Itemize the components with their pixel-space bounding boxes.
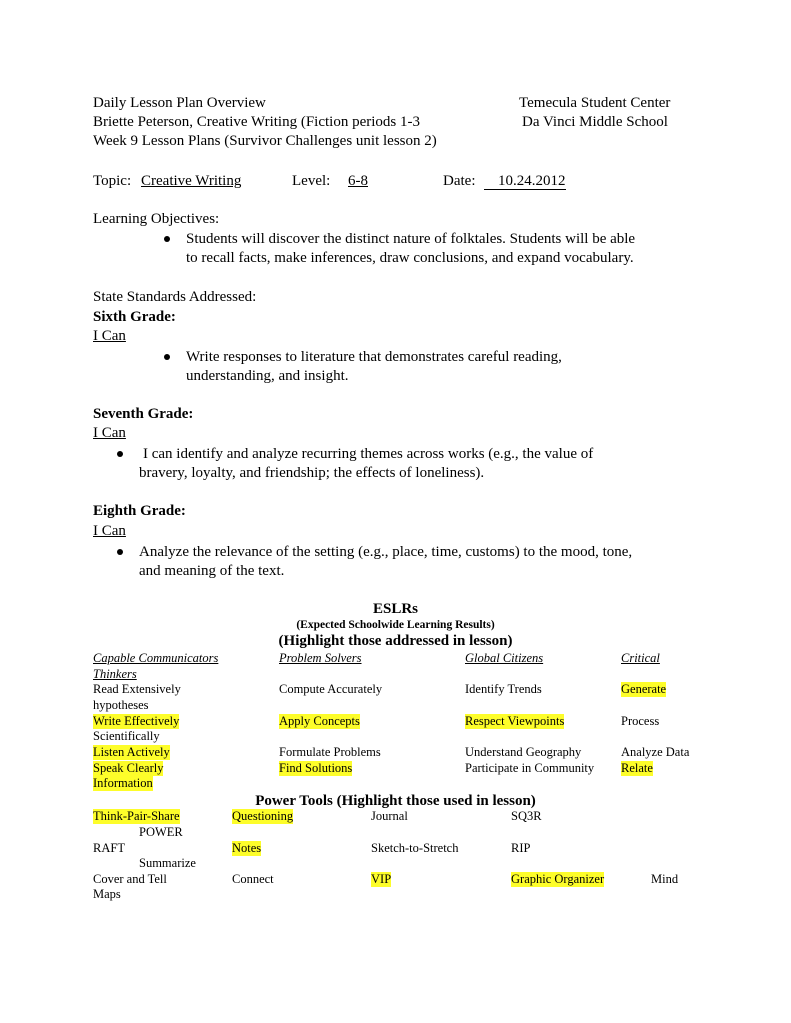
eighth-line-2: and meaning of the text. bbox=[139, 563, 285, 579]
eslrs-title: ESLRs bbox=[372, 601, 419, 617]
standards-heading: State Standards Addressed: bbox=[93, 289, 257, 305]
date-field bbox=[484, 172, 566, 190]
tool-graphic-organizer: Graphic Organizer bbox=[511, 872, 605, 886]
eslrs-col-thinkers: Thinkers bbox=[93, 667, 137, 681]
seventh-line-2: bravery, loyalty, and friendship; the effects of loneliness). bbox=[139, 465, 485, 481]
doc-title: Daily Lesson Plan Overview bbox=[93, 95, 266, 111]
level-value: 6-8 bbox=[348, 173, 368, 189]
eslr-apply-concepts: Apply Concepts bbox=[279, 714, 360, 728]
tool-sketch-to-stretch: Sketch-to-Stretch bbox=[371, 841, 459, 855]
school-center: Temecula Student Center bbox=[519, 95, 671, 111]
eslr-listen-actively: Listen Actively bbox=[93, 745, 170, 759]
eslr-generate: Generate bbox=[621, 682, 667, 696]
sixth-line-2: understanding, and insight. bbox=[186, 368, 349, 384]
tool-power: POWER bbox=[139, 825, 183, 839]
eslr-formulate-problems: Formulate Problems bbox=[279, 745, 381, 759]
sixth-grade-heading: Sixth Grade: bbox=[93, 309, 176, 325]
tool-connect: Connect bbox=[232, 872, 274, 886]
bullet-icon bbox=[164, 236, 170, 242]
eslr-participate-community: Participate in Community bbox=[465, 761, 595, 775]
eslrs-col-problem-solvers: Problem Solvers bbox=[279, 651, 362, 665]
tool-vip: VIP bbox=[371, 872, 392, 886]
seventh-ican: I Can bbox=[93, 425, 126, 441]
eslr-relate: Relate bbox=[621, 761, 653, 775]
objective-line-2: to recall facts, make inferences, draw conclusions, and expand vocabulary. bbox=[186, 250, 634, 266]
sixth-ican: I Can bbox=[93, 328, 126, 344]
sixth-line-1: Write responses to literature that demonstrates careful reading, bbox=[186, 349, 562, 365]
seventh-line-1: I can identify and analyze recurring themes across works (e.g., the value of bbox=[143, 446, 594, 462]
week-label: Week 9 Lesson Plans (Survivor Challenges unit lesson 2) bbox=[93, 133, 437, 149]
tool-journal: Journal bbox=[371, 809, 408, 823]
objectives-heading: Learning Objectives: bbox=[93, 211, 220, 227]
topic-label: Topic: bbox=[93, 173, 132, 189]
eslr-process: Process bbox=[621, 714, 660, 728]
tool-maps: Maps bbox=[93, 887, 121, 901]
eslr-read-extensively: Read Extensively bbox=[93, 682, 181, 696]
teacher-course: Briette Peterson, Creative Writing (Fiction periods 1-3 bbox=[93, 114, 420, 130]
tool-sq3r: SQ3R bbox=[511, 809, 542, 823]
eighth-line-1: Analyze the relevance of the setting (e.g., place, time, customs) to the mood, tone, bbox=[139, 544, 633, 560]
eslrs-col-communicators: Capable Communicators bbox=[93, 651, 219, 665]
school-name: Da Vinci Middle School bbox=[522, 114, 668, 130]
eslr-analyze-data: Analyze Data bbox=[621, 745, 690, 759]
eslr-respect-viewpoints: Respect Viewpoints bbox=[465, 714, 565, 728]
tool-rip: RIP bbox=[511, 841, 531, 855]
topic-value: Creative Writing bbox=[141, 173, 242, 189]
eslr-write-effectively: Write Effectively bbox=[93, 714, 180, 728]
bullet-icon bbox=[164, 354, 170, 360]
eslr-speak-clearly: Speak Clearly bbox=[93, 761, 164, 775]
level-label: Level: bbox=[292, 173, 331, 189]
tool-cover-and-tell: Cover and Tell bbox=[93, 872, 167, 886]
eighth-ican: I Can bbox=[93, 523, 126, 539]
objective-line-1: Students will discover the distinct nature of folktales. Students will be able bbox=[186, 231, 636, 247]
eslr-compute-accurately: Compute Accurately bbox=[279, 682, 383, 696]
tool-raft: RAFT bbox=[93, 841, 125, 855]
bullet-icon bbox=[117, 451, 123, 457]
seventh-grade-heading: Seventh Grade: bbox=[93, 406, 194, 422]
tool-summarize: Summarize bbox=[139, 856, 196, 870]
eslr-information: Information bbox=[93, 776, 153, 790]
eslrs-col-critical: Critical bbox=[621, 651, 660, 665]
power-tools-title: Power Tools (Highlight those used in lesson) bbox=[255, 793, 536, 809]
tool-think-pair-share: Think-Pair-Share bbox=[93, 809, 180, 823]
tool-questioning: Questioning bbox=[232, 809, 294, 823]
bullet-icon bbox=[117, 549, 123, 555]
date-label: Date: bbox=[443, 173, 476, 189]
eslr-understand-geography: Understand Geography bbox=[465, 745, 582, 759]
eslrs-subtitle: (Expected Schoolwide Learning Results) bbox=[296, 619, 495, 631]
tool-mind: Mind bbox=[651, 872, 679, 886]
eslr-hypotheses: hypotheses bbox=[93, 698, 149, 712]
eighth-grade-heading: Eighth Grade: bbox=[93, 503, 186, 519]
date-value: 10.24.2012 bbox=[484, 173, 566, 190]
eslr-find-solutions: Find Solutions bbox=[279, 761, 353, 775]
eslr-scientifically: Scientifically bbox=[93, 729, 160, 743]
eslr-identify-trends: Identify Trends bbox=[465, 682, 542, 696]
tool-notes: Notes bbox=[232, 841, 262, 855]
eslrs-col-global-citizens: Global Citizens bbox=[465, 651, 544, 665]
eslrs-instruction: (Highlight those addressed in lesson) bbox=[278, 633, 513, 649]
